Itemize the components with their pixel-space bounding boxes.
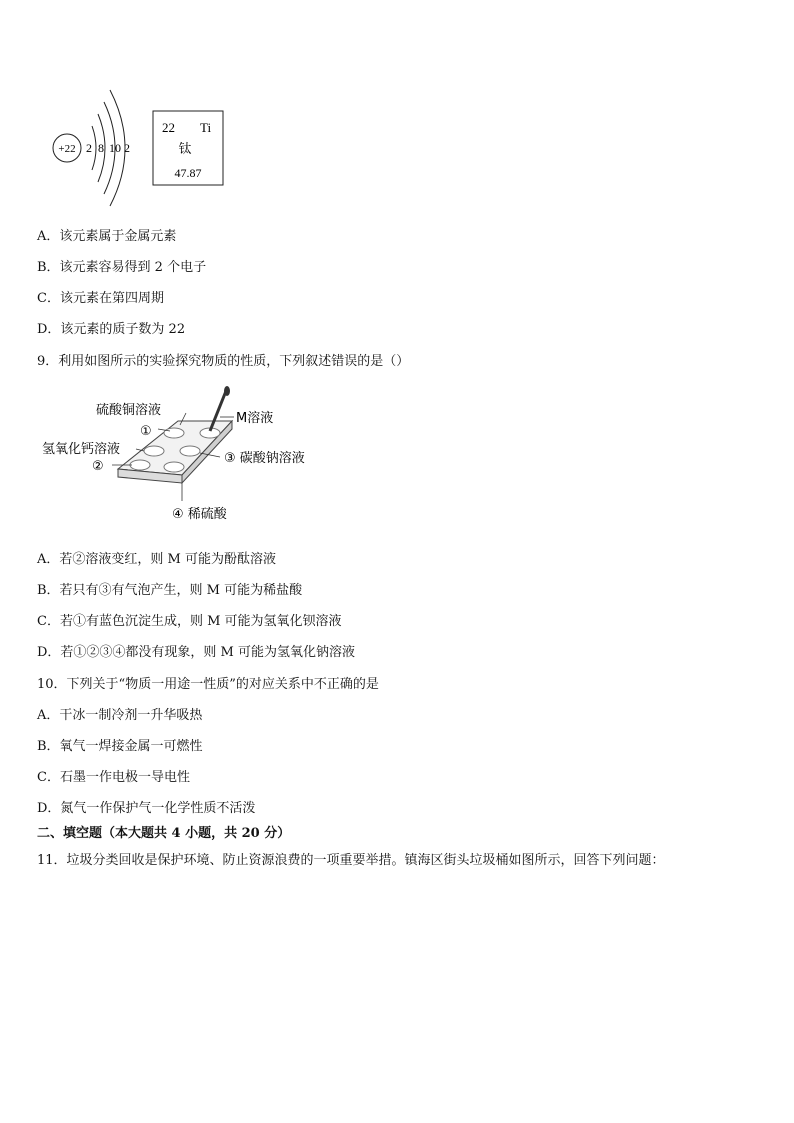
q10-option-c: C．石墨一作电极一导电性 — [37, 770, 190, 785]
element-cell-symbol: Ti — [200, 120, 212, 135]
q11-stem: 11．垃圾分类回收是保护环境、防止资源浪费的一项重要举措。镇海区街头垃圾桶如图所示，回答下列问题： — [37, 853, 665, 868]
shell-arc-1 — [92, 126, 96, 170]
label-sodium-carbonate: ③ 碳酸钠溶液 — [224, 451, 305, 466]
q8-option-a: A．该元素属于金属元素 — [37, 229, 177, 244]
label-circle-1: ① — [140, 424, 152, 439]
q9-option-d: D．若①②③④都没有现象，则 M 可能为氢氧化钠溶液 — [37, 645, 355, 660]
q10-option-b: B．氧气一焊接金属一可燃性 — [37, 739, 203, 754]
shell-electrons-1: 2 — [86, 141, 92, 155]
well-1 — [164, 428, 184, 438]
q8-option-d: D．该元素的质子数为 22 — [37, 322, 186, 337]
well-6 — [164, 462, 184, 472]
label-calcium-hydroxide: 氢氧化钙溶液 — [42, 442, 121, 457]
shell-electrons-4: 2 — [124, 141, 130, 155]
q9-option-b: B．若只有③有气泡产生，则 M 可能为稀盐酸 — [37, 583, 303, 598]
label-copper-sulfate: 硫酸铜溶液 — [96, 403, 162, 418]
well-4 — [180, 446, 200, 456]
q10-option-d: D．氮气一作保护气一化学性质不活泼 — [37, 801, 256, 816]
q8-option-c: C．该元素在第四周期 — [37, 291, 164, 306]
q9-stem: 9．利用如图所示的实验探究物质的性质，下列叙述错误的是（） — [37, 354, 410, 369]
nucleus-charge: +22 — [58, 143, 76, 155]
q9-option-c: C．若①有蓝色沉淀生成，则 M 可能为氢氧化钡溶液 — [37, 614, 342, 629]
well-5 — [130, 460, 150, 470]
section-2-title: 二、填空题（本大题共 4 小题，共 20 分） — [37, 826, 291, 841]
element-cell-number: 22 — [162, 120, 175, 135]
spot-plate-figure — [40, 385, 330, 525]
element-cell-name: 钛 — [178, 142, 192, 157]
q9-option-a: A．若②溶液变红，则 M 可能为酚酞溶液 — [37, 552, 276, 567]
label-circle-2: ② — [92, 459, 104, 474]
shell-electrons-3: 10 — [109, 141, 121, 155]
atom-structure-figure — [40, 80, 280, 210]
label-m-solution: M溶液 — [236, 411, 274, 426]
well-3 — [144, 446, 164, 456]
label-sulfuric-acid: ④ 稀硫酸 — [172, 507, 227, 522]
q10-option-a: A．干冰一制冷剂一升华吸热 — [37, 708, 203, 723]
q10-stem: 10．下列关于“物质一用途一性质”的对应关系中不正确的是 — [37, 677, 379, 692]
q8-option-b: B．该元素容易得到 2 个电子 — [37, 260, 207, 275]
shell-electrons-2: 8 — [98, 141, 104, 155]
element-cell-mass: 47.87 — [174, 166, 202, 180]
